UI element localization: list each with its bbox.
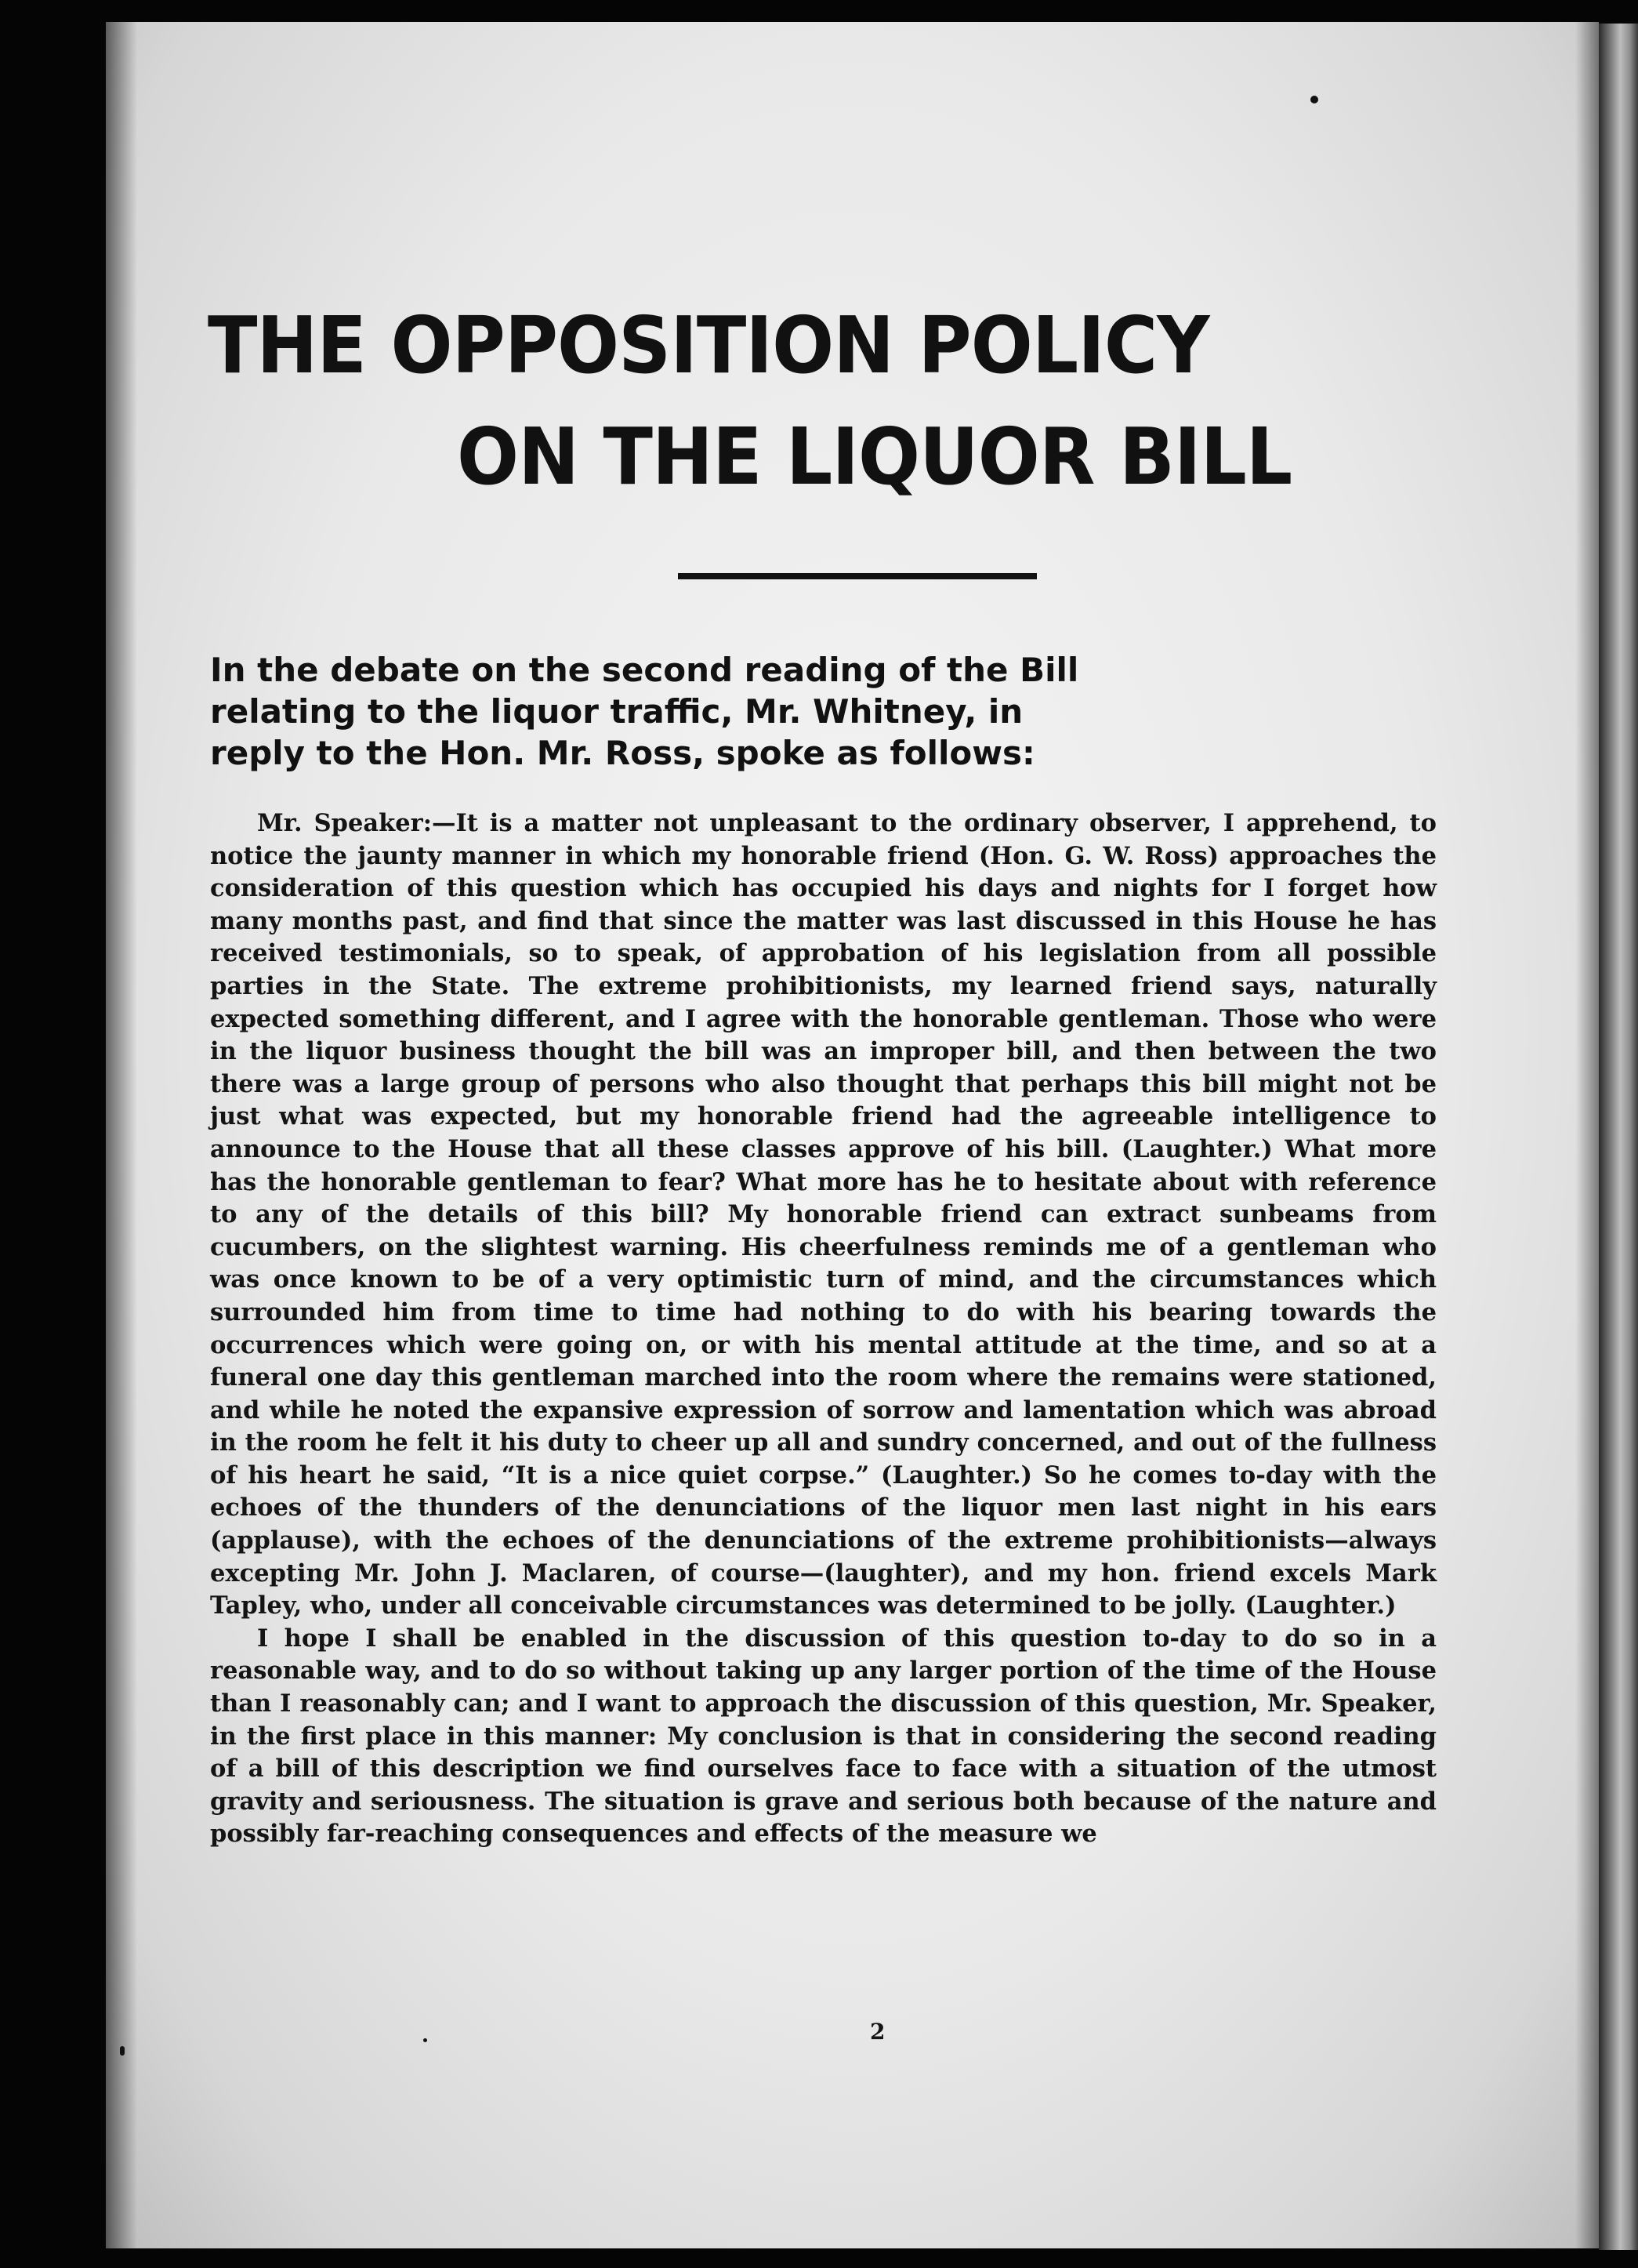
ink-speck [1310,96,1318,103]
subheading-line-2: relating to the liquor traffic, Mr. Whitney, in [210,692,1024,731]
speech-body [210,807,1437,1851]
ink-speck [423,2038,427,2042]
page-title [208,290,1374,513]
page-number: 2 [870,2019,886,2045]
subheading [210,649,1495,774]
paragraph-2: I hope I shall be enabled in the discussion of this question to-day to do so in a reasonable way, and to do so without taking up any larger portion of the time of the House than I reasonably can; and I want to approach the discussion of this question, Mr. Speaker, in the first place in this manner: My conclusion is that in considering the second reading of a bill of this description we find ourselves face to face with a situation of the utmost gravity and seriousness. The situation is grave and serious both because of the nature and possibly far-reaching consequences and effects of the measure we [210,1624,1437,1849]
subheading-line-3: reply to the Hon. Mr. Ross, spoke as follows: [210,734,1035,772]
ink-speck [120,2046,125,2056]
adjacent-page-edge [1599,24,1638,2250]
title-line-2: ON THE LIQUOR BILL [457,411,1292,503]
title-line-1: THE OPPOSITION POLICY [208,299,1209,391]
paragraph-1: Mr. Speaker:—It is a matter not unpleasant to the ordinary observer, I apprehend, to notice the jaunty manner in which my honorable friend (Hon. G. W. Ross) approaches the consideration of this question which has occupied his days and nights for I forget how many months past, and find that since the matter was last discussed in this House he has received testimonials, so to speak, of approbation of his legislation from all possible parties in the State. The extreme prohibitionists, my learned friend says, naturally expected something different, and I agree with the honorable gentleman. Those who were in the liquor business thought the bill was an improper bill, and then between the two there was a large group of persons who also thought that perhaps this bill might not be just what was expected, but my honorable friend had the agreeable intelligence to announce to the House that all these classes approve of his bill. (Laughter.) What more has the honorable gentleman to fear? What more has he to hesitate about with reference to any of the details of this bill? My honorable friend can extract sunbeams from cucumbers, on the slightest warning. His cheerfulness reminds me of a gentleman who was once known to be of a very optimistic turn of mind, and the circumstances which surrounded him from time to time had nothing to do with his bearing towards the occurrences which were going on, or with his mental attitude at the time, and so at a funeral one day this gentleman marched into the room where the remains were stationed, and while he noted the expansive expression of sorrow and lamentation which was abroad in the room he felt it his duty to cheer up all and sundry concerned, and out of the fullness of his heart he said, “It is a nice quiet corpse.” (Laughter.) So he comes to-day with the echoes of the thunders of the denunciations of the liquor men last night in his ears (applause), with the echoes of the denunciations of the extreme prohibitionists—always excepting Mr. John J. Maclaren, of course—(laughter), and my hon. friend excels Mark Tapley, who, under all conceivable circumstances was determined to be jolly. (Laughter.) [210,809,1437,1620]
title-divider [678,573,1037,579]
subheading-line-1: In the debate on the second reading of the Bill [210,651,1079,689]
